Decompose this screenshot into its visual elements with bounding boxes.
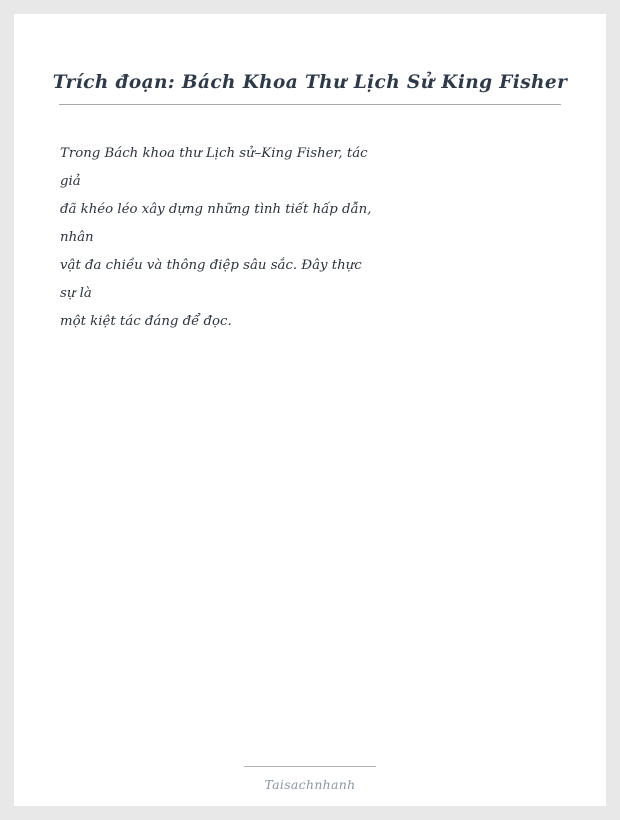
document-page [14,14,606,806]
page-title: Trích đoạn: Bách Khoa Thư Lịch Sử King Fisher [52,72,568,93]
footer-attribution: Taisachnhanh [264,777,356,792]
body-line: Trong Bách khoa thư Lịch sử–King Fisher, tác [60,146,368,161]
body-line: nhân [60,230,94,245]
body-line: vật đa chiều và thông điệp sâu sắc. Đây thực [60,258,362,273]
body-line: giả [60,174,81,189]
body-line: đã khéo léo xây dựng những tình tiết hấp dẫn, [60,202,372,217]
body-line: một kiệt tác đáng để đọc. [60,314,232,329]
document-body [60,140,372,336]
title-divider [59,104,561,105]
footer-divider [244,766,376,767]
page-footer [14,766,606,792]
body-line: sự là [60,286,92,301]
